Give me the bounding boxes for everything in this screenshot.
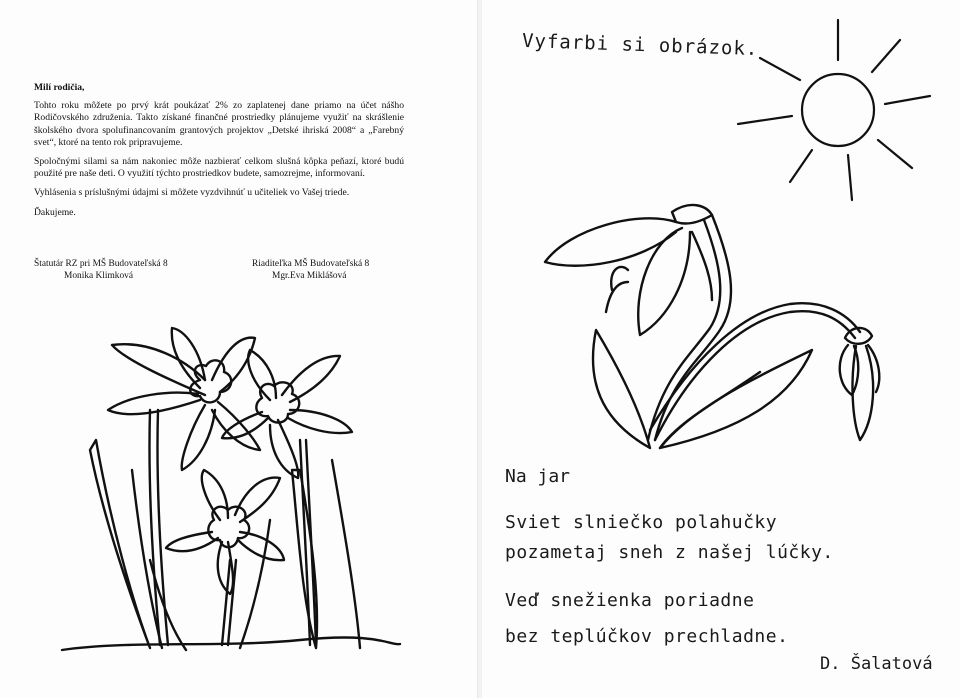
poem-author: D. Šalatová xyxy=(820,654,933,674)
signature-name: Mgr.Eva Miklášová xyxy=(272,271,347,281)
letter-paragraph-4: Ďakujeme. xyxy=(34,206,76,218)
poem-title: Na jar xyxy=(505,466,571,487)
letter-paragraph-1: Tohto roku môžete po prvý krát poukázať 2% zo zaplatenej dane priamo na účet nášho Rodičovského združenia. Takto získané finančné prostriedky plánujeme využiť na skrášlenie školského dvora spolufinancovaním grantových projektov „Detské ihriská 2008“ a „Farebný svet“, ktoré na tento rok pripravujeme. xyxy=(34,100,404,148)
poem-line-1: Sviet slniečko polahučky xyxy=(505,512,778,533)
poem-line-3: Veď snežienka poriadne xyxy=(505,590,755,611)
poem-line-4: bez teplúčkov prechladne. xyxy=(505,626,789,647)
letter-paragraph-2: Spoločnými silami sa nám nakoniec môže nazbierať celkom slušná kôpka peňazí, ktoré budú použité pre naše deti. O využití týchto prostriedkov budete, samozrejme, informovaní. xyxy=(34,156,404,180)
signature-role: Štatutár RZ pri MŠ Budovateľská 8 xyxy=(34,259,168,269)
signature-name: Monika Klimková xyxy=(64,271,134,281)
signature-role: Riaditeľka MŠ Budovateľská 8 xyxy=(252,259,370,269)
poem-line-2: pozametaj sneh z našej lúčky. xyxy=(505,542,834,563)
coloring-instruction: Vyfarbi si obrázok. xyxy=(521,29,759,61)
letter-greeting: Milí rodičia, xyxy=(34,82,85,93)
letter-paragraph-3: Vyhlásenia s príslušnými údajmi si môžete vyzdvihnúť u učiteliek vo Vašej triede. xyxy=(34,187,350,199)
